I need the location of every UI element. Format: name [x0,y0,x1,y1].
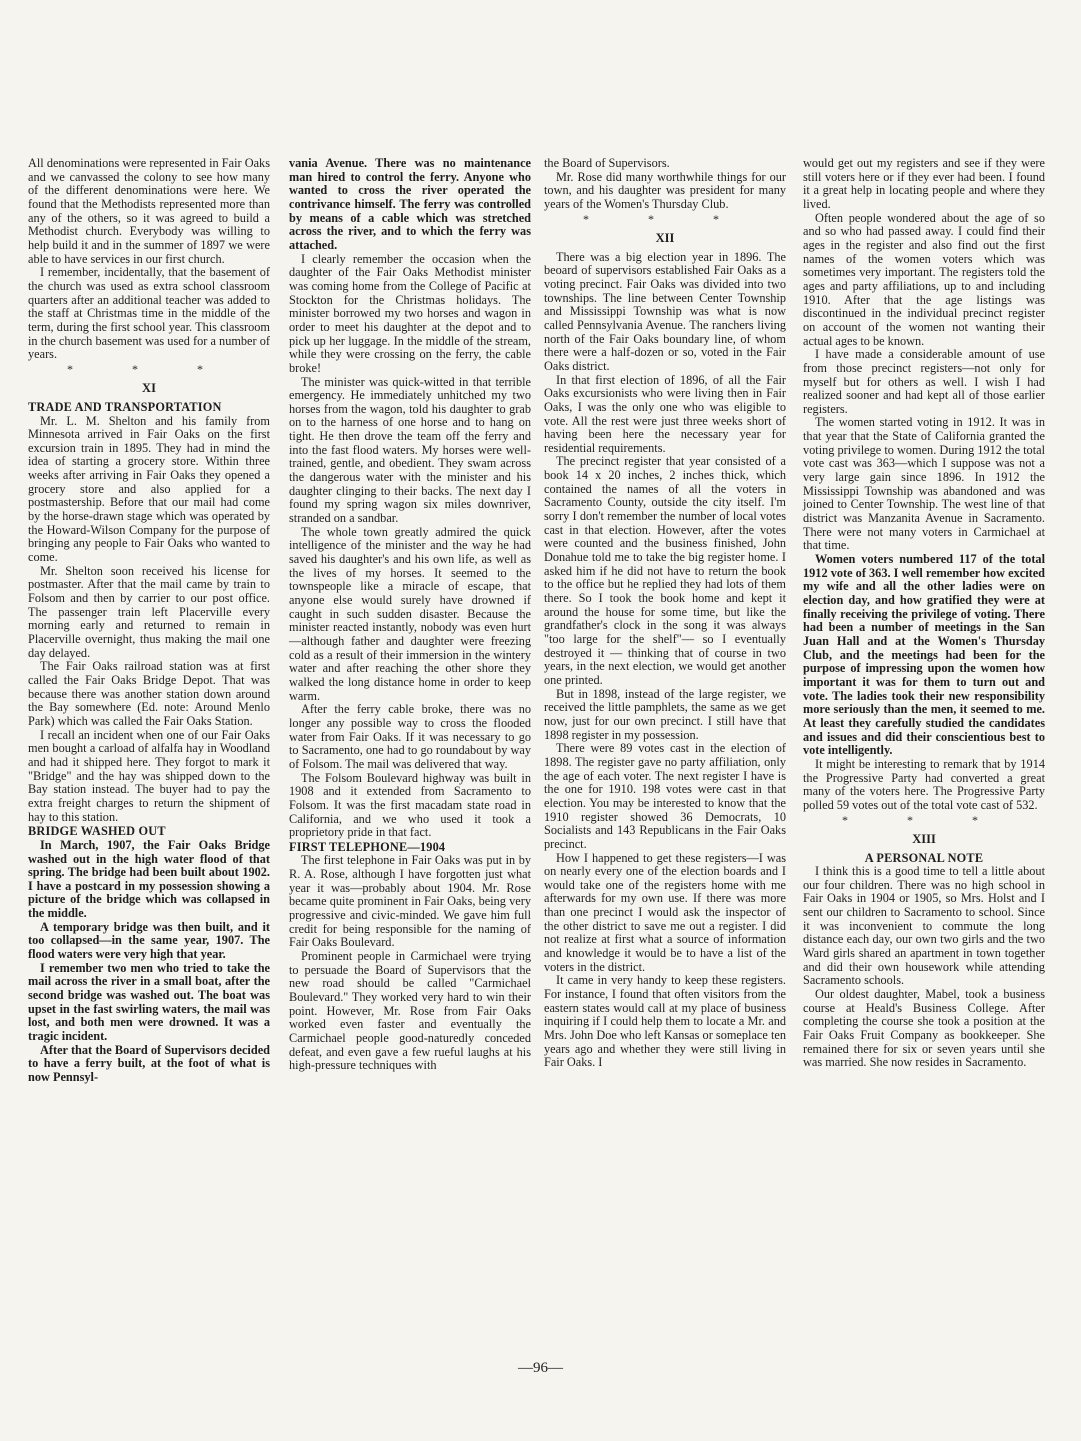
paragraph-bold: Women voters numbered 117 of the total 1912 vote of 363. I well remember how excited my wife and all the other ladies were on election day, and how gratified they were at finally receiving the privilege of voting. There had been a number of meetings in the San Juan Hall and at the Women's Thursday Club, and the meetings had been for the purpose of impressing upon the women how important it was for them to turn out and vote. The ladies took their new responsibility more seriously than the men, it seemed to me. At least they carefully studied the candidates and issues and did their conscientious best to vote intelligently. [803,552,1045,758]
paragraph: The whole town greatly admired the quick intelligence of the minister and the way he had saved his daughter's and his own life, as well as the lives of my horses. It seemed to the townspeople like a miracle of escape, that anyone else would surely have drowned if caught in such sudden disaster. Because the minister reacted instantly, nobody was even hurt—although father and daughter were freezing cold as a result of their immersion in the wintery water and after reaching the other shore they walked the long distance home in order to keep warm. [289,524,531,703]
column-4 [803,157,1045,1070]
paragraph-bold: vania Avenue. There was no maintenance man hired to control the ferry. Anyone who wanted to cross the river operated the contrivance himself. The ferry was controlled by means of a cable which was stretched across the river, and to which the ferry was attached. [289,156,531,252]
paragraph-bold: A temporary bridge was then built, and it too collapsed—in the same year, 1907. The flood waters were very high that year. [28,919,270,962]
paragraph: I clearly remember the occasion when the daughter of the Fair Oaks Methodist minister was coming home from the College of Pacific at Stockton for the Christmas holidays. The minister borrowed my two horses and wagon in order to meet his daughter at the depot and to pick up her luggage. In the middle of the stream, while they were crossing on the ferry, the cable broke! [289,251,531,375]
paragraph: The Folsom Boulevard highway was built in 1908 and it extended from Sacramento to Folsom. It was the first macadam state road in California, and we who used it took a proprietory pride in that fact. [289,770,531,840]
paragraph: It might be interesting to remark that by 1914 the Progressive Party had converted a great many of the voters here. The Progressive Party polled 59 votes out of the total vote cast of 532. [803,756,1045,812]
paragraph: The Fair Oaks railroad station was at first called the Fair Oaks Bridge Depot. That was because there was another station down around the Bay somewhere (Ed. note: Around Menlo Park) which was called the Fair Oaks Station. [28,659,270,728]
section-divider: * * * [67,361,231,376]
paragraph: The minister was quick-witted in that terrible emergency. He immediately unhitched my two horses from the wagon, told his daughter to grab on to the harness of one horse and to hang on tight. He then drove the team off the ferry and into the fast flood waters. My horses were well-trained, gentle, and obedient. They swam across the dangerous water with the minister and his daughter clinging to their backs. The next day I found my spring wagon six miles downriver, stranded on a sandbar. [289,374,531,526]
section-heading: A PERSONAL NOTE [864,850,984,865]
subheading: BRIDGE WASHED OUT [28,824,166,839]
column-2 [289,157,531,1073]
paragraph-bold: After that the Board of Supervisors decided to have a ferry built, at the foot of what is now Pennsyl- [28,1042,270,1084]
section-divider: * * * [842,812,1006,827]
paragraph: I think this is a good time to tell a little about our four children. There was no high school in Fair Oaks in 1904 or 1905, so Mrs. Holst and I sent our children to Sacramento to school. Since it was inconvenient to commute the long distance each day, our own two girls and the two Ward girls shared an apartment in town together and did their own housework while attending Sacramento schools. [803,864,1045,988]
paragraph: Our oldest daughter, Mabel, took a business course at Heald's Business College. After completing the course she took a position at the Fair Oaks Fruit Company as bookkeeper. She remained there for six or seven years until she was married. She now resides in Sacramento. [803,987,1045,1070]
paragraph: But in 1898, instead of the large register, we received the little pamphlets, the same as we get now, just for our own precinct. I still have that 1898 register in my possession. [544,686,786,742]
column-3 [544,157,786,1070]
section-number: XIII [912,831,936,846]
paragraph: the Board of Supervisors. [544,156,670,170]
paragraph: The women started voting in 1912. It was in that year that the State of California granted the voting privilege to women. During 1912 the total vote cast was 363—which I suppose was not a very large gain since 1896. In 1912 the Mississippi Township was abandoned and was joined to Center Township. The west line of that district was Manzanita Avenue in Sacramento. There were not many voters in Carmichael at that time. [803,415,1045,553]
paragraph: I have made a considerable amount of use from those precinct registers—not only for myself but for others as well. I wish I had realized sooner and had kept all of those earlier registers. [803,347,1045,416]
paragraph: The precinct register that year consisted of a book 14 x 20 inches, 2 inches thick, which contained the names of all the voters in Sacramento County, outside the city itself. I'm sorry I don't remember the number of local votes cast in that election. However, after the votes were counted and the business finished, John Donahue told me to take the big register home. I asked him if he did not have to return the book to the office but he replied they had lots of them there. So I took the book home and kept it around the house for some time, but like the grandfather's clock in the song it was always "too large for the shelf"— so I eventually destroyed it — thinking that of course in two years, in the next election, we would get another one printed. [544,454,786,687]
paragraph: All denominations were represented in Fair Oaks and we canvassed the colony to see how many of the different denominations were here. We found that the Methodists represented more than any of the others, so it was agreed to build a Methodist church. Everybody was willing to help build it and in the summer of 1897 we were able to have services in our first church. [28,156,270,266]
paragraph-bold: In March, 1907, the Fair Oaks Bridge washed out in the high water flood of that spring. The bridge had been built about 1902. I have a postcard in my possession showing a picture of the bridge which was collapsed in the middle. [28,837,270,921]
paragraph-bold: I remember two men who tried to take the mail across the river in a small boat, after the second bridge was washed out. The boat was upset in the fast swirling waters, the mail was lost, and both men were drowned. It was a tragic incident. [28,960,270,1044]
section-heading: TRADE AND TRANSPORTATION [28,399,222,414]
column-1 [28,157,270,1085]
paragraph: Mr. L. M. Shelton and his family from Minnesota arrived in Fair Oaks on the first excursion train in 1895. They had in mind the idea of starting a grocery store. Within three weeks after arriving in Fair Oaks they opened a grocery store and also applied for a postmastership. Before that our mail had come by the horse-drawn stage which was operated by the Howard-Wilson Company for the purpose of bringing any people to Fair Oaks who wanted to come. [28,413,270,565]
paragraph: The first telephone in Fair Oaks was put in by R. A. Rose, although I have forgotten just what year it was—probably about 1904. Mr. Rose became quite prominent in Fair Oaks, being very progressive and civic-minded. We gave him full credit for being responsible for the naming of Fair Oaks Boulevard. [289,853,531,950]
paragraph: In that first election of 1896, of all the Fair Oaks excursionists who were living then in Fair Oaks, I was the only one who was eligible to vote. All the rest were just three weeks short of having been here the necessary year for residential requirements. [544,372,786,455]
page-number: —96— [518,1360,563,1376]
section-divider: * * * [583,211,747,226]
section-number: XI [142,380,156,395]
subheading: FIRST TELEPHONE—1904 [289,839,446,854]
section-number: XII [655,230,675,245]
paragraph: After the ferry cable broke, there was no longer any possible way to cross the flooded water from Fair Oaks. If it was necessary to go to Sacramento, one had to go roundabout by way of Folsom. The mail was delivered that way. [289,702,531,771]
paragraph: I remember, incidentally, that the basement of the church was used as extra school classroom quarters after an additional teacher was added to the staff at Christmas time in the middle of the term, during the first school year. This classroom in the church basement was used for a number of years. [28,265,270,362]
paragraph: There was a big election year in 1896. The beoard of supervisors established Fair Oaks as a voting precinct. Fair Oaks was divided into two townships. The line between Center Township and Mississippi Township was what is now called Pennsylvania Avenue. The ranchers living north of the Fair Oaks boundary line, of whom there were a half-dozen or so, voted in the Fair Oaks district. [544,249,786,373]
paragraph: There were 89 votes cast in the election of 1898. The register gave no party affiliation, only the age of each voter. The next register I have is the one for 1910. 198 votes were cast in that election. You may be interested to know that the 1910 register showed 36 Democrats, 10 Socialists and 143 Republicans in the Fair Oaks precinct. [544,741,786,851]
paragraph: Prominent people in Carmichael were trying to persuade the Board of Supervisors that the new road should be called "Carmichael Boulevard." They worked very hard to win their point. However, Mr. Rose from Fair Oaks worked even faster and eventually the Carmichael people good-naturedly conceded defeat, and even gave a few rueful laughs at his high-pressure techniques with [289,949,531,1073]
paragraph: Mr. Rose did many worthwhile things for our town, and his daughter was president for many years of the Women's Thursday Club. [544,169,786,211]
paragraph: I recall an incident when one of our Fair Oaks men bought a carload of alfalfa hay in Woodland and had it shipped here. They forgot to mark it "Bridge" and the hay was shipped down to the Bay station instead. The buyer had to pay the extra freight charges to return the shipment of hay to this station. [28,727,270,824]
paragraph: How I happened to get these registers—I was on nearly every one of the election boards and I would take one of the registers home with me afterwards for my own use. If there was more than one precinct I would ask the inspector of the other district to save me out a register. I did not realize at first what a source of information and knowledge it would be to have a list of the voters in the district. [544,850,786,974]
paragraph: It came in very handy to keep these registers. For instance, I found that often visitors from the eastern states would call at my place of business inquiring if I could help them to locate a Mr. and Mrs. John Doe who left Kansas or someplace ten years ago and whether they were still living in Fair Oaks. I [544,973,786,1070]
paragraph: Often people wondered about the age of so and so who had passed away. I could find their ages in the register and also find out the first names of the women voters which was sometimes very important. The registers told the ages and party affiliations, up to and including 1910. After that the age listings was discontinued in the individual precinct register on account of the women not wanting their actual ages to be known. [803,210,1045,348]
paragraph: Mr. Shelton soon received his license for postmaster. After that the mail came by train to Folsom and then by carrier to our post office. The passenger train left Placerville every morning early and returned to remain in Placerville overnight, thus making the mail one day delayed. [28,563,270,660]
paragraph: would get out my registers and see if they were still voters here or if they ever had been. I found it a great help in locating people and where they lived. [803,156,1045,211]
